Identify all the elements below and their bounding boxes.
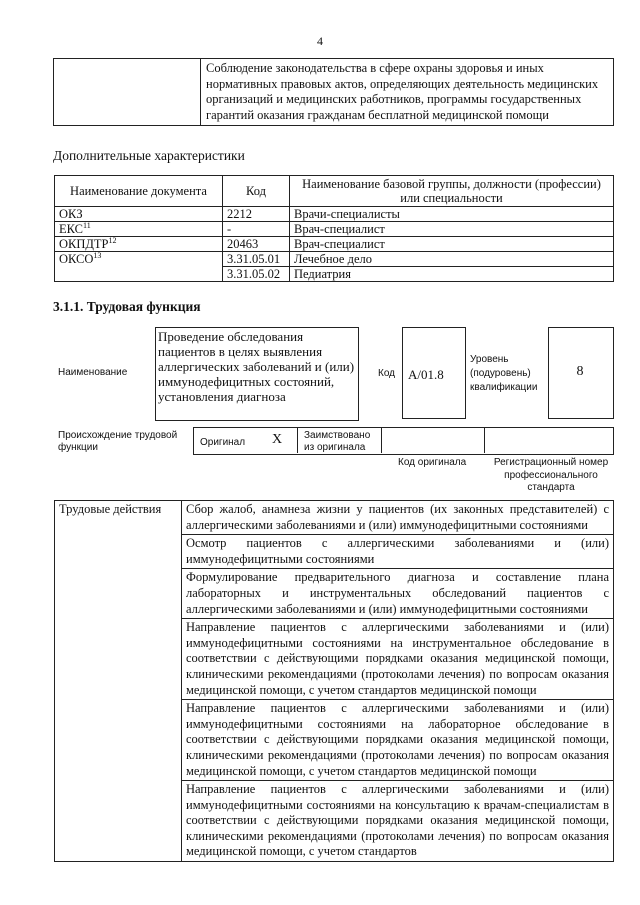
header-code: Код xyxy=(223,176,290,207)
labor-action-item: Направление пациентов с аллергическими заболеваниями и (или) иммунодефицитными состояниями на консультацию к врачам-специалистам в соответствии с действующими порядками оказания медицинской помощи, клиническими рекомендациями (протоколами лечения) по вопросам оказания медицинской помощи, с учетом стандартов xyxy=(182,781,614,862)
original-label: Оригинал xyxy=(200,437,246,448)
group-cell: Педиатрия xyxy=(290,267,614,282)
divider xyxy=(381,427,382,453)
table-row xyxy=(55,207,614,222)
header-document: Наименование документа xyxy=(55,176,223,207)
code-cell: - xyxy=(223,222,290,237)
section-title: 3.1.1. Трудовая функция xyxy=(53,299,201,314)
labor-actions-table xyxy=(54,500,614,862)
doc-cell xyxy=(55,207,223,222)
characteristics-header-row xyxy=(55,176,614,207)
table-row xyxy=(55,252,614,267)
top-table-empty-cell xyxy=(54,59,201,126)
group-cell: Врачи-специалисты xyxy=(290,207,614,222)
labor-action-item: Сбор жалоб, анамнеза жизни у пациентов (их законных представителей) с аллергическими заболеваниями и (или) иммунодефицитными состояниями xyxy=(182,501,614,535)
code-label: Код xyxy=(378,368,396,379)
header-group: Наименование базовой группы, должности (профессии) или специальности xyxy=(290,176,614,207)
doc-name: ОКПДТР xyxy=(59,237,109,251)
footnote-ref: 13 xyxy=(93,250,102,260)
labor-action-item: Формулирование предварительного диагноза и составление плана лабораторных и инструментальных обследований пациентов с аллергическими заболеваниями и (или) иммунодефицитными состояниями xyxy=(182,569,614,619)
footnote-ref: 12 xyxy=(108,235,117,245)
top-table-text: Соблюдение законодательства в сфере охраны здоровья и иных нормативных правовых актов, определяющих деятельность медицинских организаций и медицинских работников, программы государственных гарантий оказания гражданам бесплатной медицинской помощи xyxy=(201,59,614,126)
doc-name: ОКЗ xyxy=(59,207,83,221)
level-value: 8 xyxy=(576,364,584,379)
labor-action-item: Осмотр пациентов с аллергическими заболеваниями и (или) иммунодефицитными состояниями xyxy=(182,535,614,569)
reg-number-caption: Регистрационный номер профессионального стандарта xyxy=(493,457,609,493)
top-table xyxy=(53,58,614,126)
level-label: Уровень (подуровень) квалификации xyxy=(470,354,538,393)
doc-cell xyxy=(55,222,223,237)
page-number: 4 xyxy=(317,34,323,48)
doc-name: ЕКС xyxy=(59,222,83,236)
code-value: А/01.8 xyxy=(408,367,444,382)
borrowed-label: Заимствовано из оригинала xyxy=(304,430,371,453)
labor-action-item: Направление пациентов с аллергическими заболеваниями и (или) иммунодефицитными состояниями на инструментальное обследование в соответствии с действующими порядками оказания медицинской помощи, клиническими рекомендациями (протоколами лечения) по вопросам оказания медицинской помощи, с учетом стандартов медицинской помощи xyxy=(182,619,614,700)
original-mark: X xyxy=(272,432,283,447)
function-name-box: Проведение обследования пациентов в целях выявления аллергических заболеваний и (или) иммунодефицитных состояний, установления диагноза xyxy=(155,327,359,421)
origin-label: Происхождение трудовой функции xyxy=(58,430,178,453)
characteristics-table xyxy=(54,175,614,282)
group-cell: Врач-специалист xyxy=(290,237,614,252)
table-row xyxy=(55,222,614,237)
code-original-caption: Код оригинала xyxy=(398,457,467,468)
divider xyxy=(297,427,298,453)
footnote-ref: 11 xyxy=(83,220,91,230)
origin-row xyxy=(193,427,614,455)
doc-cell xyxy=(55,252,223,282)
doc-cell xyxy=(55,237,223,252)
doc-name: ОКСО xyxy=(59,252,94,266)
code-cell: 3.31.05.01 xyxy=(223,252,290,267)
labor-action-item: Направление пациентов с аллергическими заболеваниями и (или) иммунодефицитными состояниями на лабораторное обследование в соответствии с действующими порядками оказания медицинской помощи, клиническими рекомендациями (протоколами лечения) по вопросам оказания медицинской помощи, с учетом стандартов медицинской помощи xyxy=(182,700,614,781)
table-row xyxy=(55,501,614,535)
name-label: Наименование xyxy=(58,367,128,378)
labor-actions-label: Трудовые действия xyxy=(55,501,182,862)
additional-characteristics-heading: Дополнительные характеристики xyxy=(53,148,245,163)
divider xyxy=(484,427,485,453)
code-cell: 3.31.05.02 xyxy=(223,267,290,282)
code-cell: 20463 xyxy=(223,237,290,252)
table-row xyxy=(55,237,614,252)
group-cell: Лечебное дело xyxy=(290,252,614,267)
group-cell: Врач-специалист xyxy=(290,222,614,237)
code-cell: 2212 xyxy=(223,207,290,222)
